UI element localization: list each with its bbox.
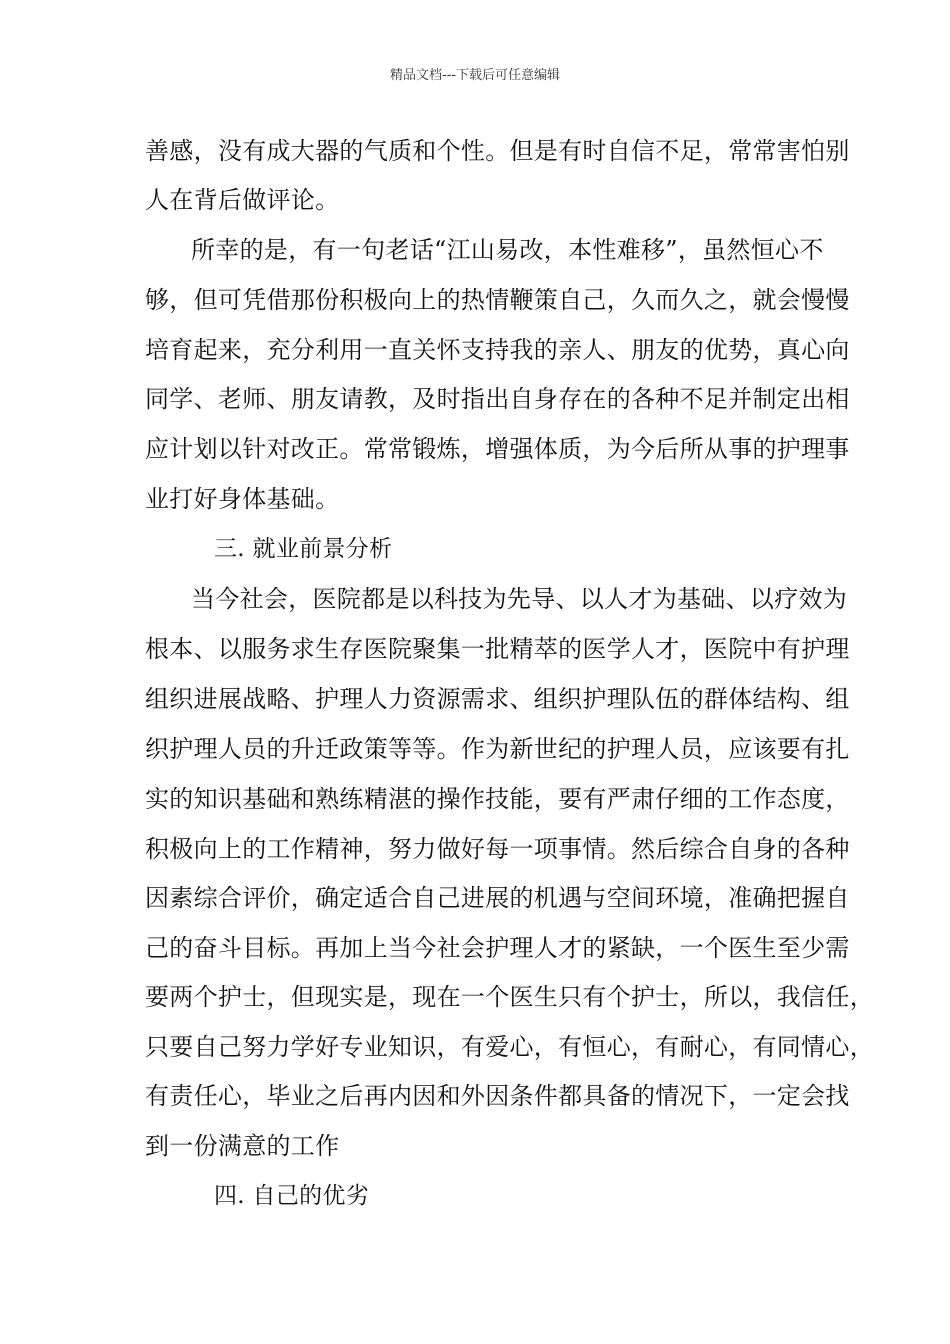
- section-heading: 四. 自己的优劣: [214, 1183, 370, 1209]
- text-line: 有责任心，毕业之后再内因和外因条件都具备的情况下，一定会找: [145, 1082, 850, 1110]
- text-line: 善感，没有成大器的气质和个性。但是有时自信不足，常常害怕别: [145, 137, 850, 165]
- text-line: 织护理人员的升迁政策等等。作为新世纪的护理人员，应该要有扎: [145, 735, 850, 763]
- text-line: 积极向上的工作精神，努力做好每一项事情。然后综合自身的各种: [145, 835, 850, 863]
- text-line: 实的知识基础和熟练精湛的操作技能，要有严肃仔细的工作态度，: [145, 785, 850, 813]
- text-line: 同学、老师、朋友请教，及时指出自身存在的各种不足并制定出相: [145, 385, 850, 413]
- text-line: 人在背后做评论。: [145, 186, 340, 214]
- text-line: 根本、以服务求生存医院聚集一批精萃的医学人才，医院中有护理: [145, 635, 850, 663]
- text-line: 组织进展战略、护理人力资源需求、组织护理队伍的群体结构、组: [145, 685, 850, 713]
- text-line: 只要自己努力学好专业知识，有爱心，有恒心，有耐心，有同情心，: [145, 1033, 874, 1061]
- text-line: 到一份满意的工作: [145, 1132, 340, 1160]
- paragraph-first-line: 所幸的是，有一句老话“江山易改，本性难移”，虽然恒心不: [191, 236, 824, 264]
- page-header: 精品文档---下载后可任意编辑: [389, 68, 561, 83]
- text-line: 业打好身体基础。: [145, 485, 340, 513]
- text-line: 因素综合评价，确定适合自己进展的机遇与空间环境，准确把握自: [145, 884, 850, 912]
- text-line: 己的奋斗目标。再加上当今社会护理人才的紧缺，一个医生至少需: [145, 934, 850, 962]
- section-heading: 三. 就业前景分析: [214, 536, 393, 562]
- text-line: 够，但可凭借那份积极向上的热情鞭策自己，久而久之，就会慢慢: [145, 286, 850, 314]
- text-line: 要两个护士，但现实是，现在一个医生只有个护士，所以，我信任，: [145, 983, 874, 1011]
- text-line: 培育起来，充分利用一直关怀支持我的亲人、朋友的优势，真心向: [145, 336, 850, 364]
- paragraph-first-line: 当今社会，医院都是以科技为先导、以人才为基础、以疗效为: [191, 585, 848, 613]
- text-line: 应计划以针对改正。常常锻炼，增强体质，为今后所从事的护理事: [145, 435, 850, 463]
